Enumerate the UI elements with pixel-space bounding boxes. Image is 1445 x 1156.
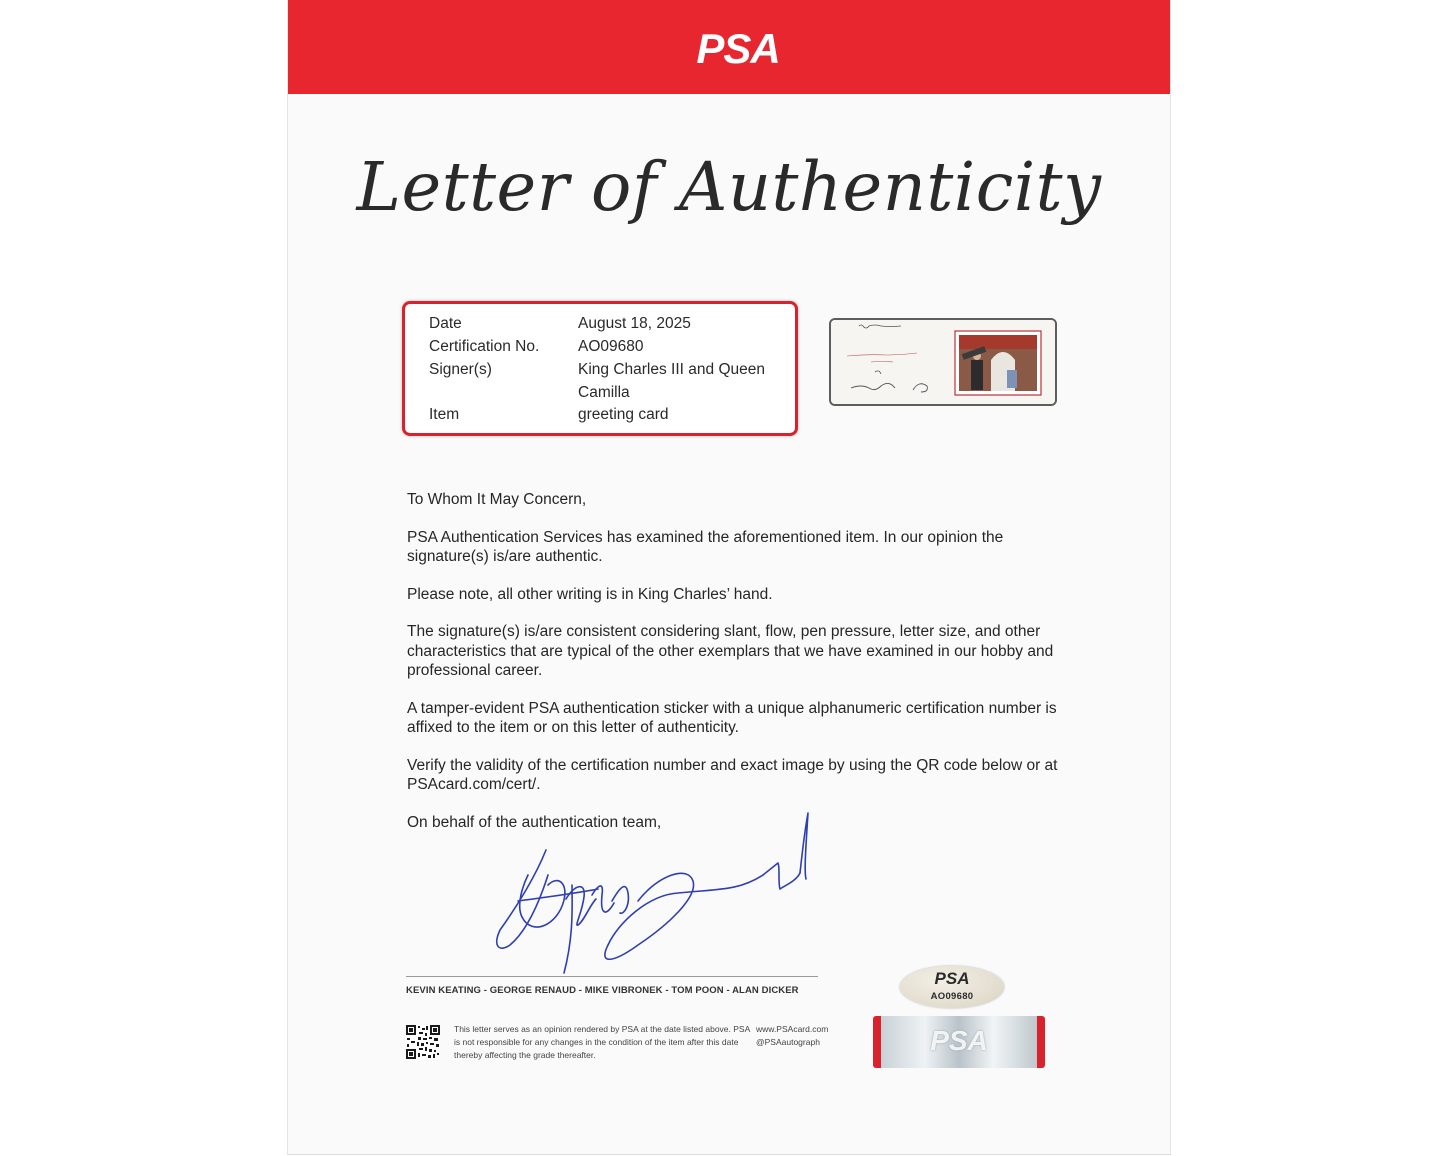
hologram-sticker xyxy=(873,1016,1045,1068)
certificate-details-box xyxy=(402,301,798,436)
item-thumbnail xyxy=(829,318,1057,406)
psa-logo xyxy=(678,23,798,73)
sticker-logo: PSA xyxy=(934,969,970,988)
disclaimer-text: This letter serves as an opinion rendered by PSA at the date listed above. PSA is not responsible for any changes in the condition of the item after this date thereby affecting the grade thereafter. xyxy=(454,1024,750,1060)
cert-value: AO09680 xyxy=(578,338,644,355)
paragraph-sticker: A tamper-evident PSA authentication sticker with a unique alphanumeric certification number is affixed to the item or on this letter of authenticity. xyxy=(407,699,1057,736)
date-value: August 18, 2025 xyxy=(578,315,691,332)
signature-line xyxy=(406,976,818,977)
sticker-cert-number: AO09680 xyxy=(930,991,974,1002)
letter-body xyxy=(407,490,1067,850)
signer-value-continued: Camilla xyxy=(578,384,630,401)
authenticator-signature xyxy=(488,805,833,980)
svg-text:PSA: PSA xyxy=(696,25,780,72)
website-link[interactable]: www.PSAcard.com xyxy=(756,1024,829,1034)
page-title: Letter of Authenticity xyxy=(356,148,1102,226)
item-value: greeting card xyxy=(578,406,669,423)
paragraph-opinion: PSA Authentication Services has examined the aforementioned item. In our opinion the signature(s) is/are authentic. xyxy=(407,528,1004,565)
greeting-card-image xyxy=(831,320,1055,404)
cert-label: Certification No. xyxy=(429,338,540,355)
signer-value: King Charles III and Queen xyxy=(578,361,765,378)
qr-code[interactable] xyxy=(406,1025,440,1059)
item-label: Item xyxy=(429,406,460,423)
header-banner xyxy=(288,0,1170,94)
closing: On behalf of the authentication team, xyxy=(407,813,662,831)
date-label: Date xyxy=(429,315,462,332)
social-handle: @PSAautograph xyxy=(756,1037,820,1047)
paragraph-consistency: The signature(s) is/are consistent considering slant, flow, pen pressure, letter size, and other characteristics that are typical of the other exemplars that we have examined in our hobby and professional career. xyxy=(407,623,1054,679)
contact-info xyxy=(756,1023,828,1049)
authentication-sticker xyxy=(900,966,1004,1008)
paragraph-verify: Verify the validity of the certification number and exact image by using the QR code below or at PSAcard.com/cert/. xyxy=(407,756,1058,793)
greeting: To Whom It May Concern, xyxy=(407,491,587,508)
signer-label: Signer(s) xyxy=(429,361,492,378)
authenticator-names: KEVIN KEATING - GEORGE RENAUD - MIKE VIBRONEK - TOM POON - ALAN DICKER xyxy=(406,985,799,996)
letter-sheet xyxy=(287,0,1171,1155)
paragraph-writing-note: Please note, all other writing is in King Charles’ hand. xyxy=(407,585,773,603)
hologram-logo: PSA xyxy=(930,1025,988,1056)
